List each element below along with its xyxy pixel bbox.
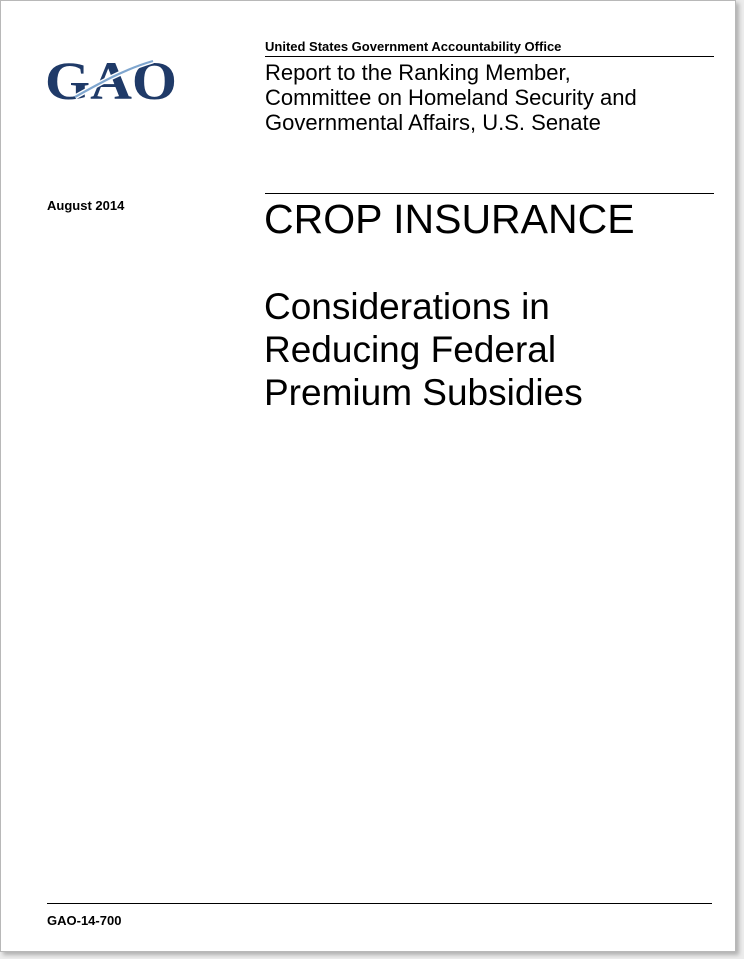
- agency-name: United States Government Accountability Office: [265, 39, 562, 54]
- footer-divider: [47, 903, 712, 904]
- report-number: GAO-14-700: [47, 913, 122, 928]
- report-title: CROP INSURANCE: [264, 196, 635, 242]
- gao-logo-text: GAO: [45, 53, 177, 107]
- subtitle-line: Reducing Federal: [264, 329, 557, 370]
- gao-logo: [45, 53, 179, 107]
- report-date: August 2014: [47, 198, 125, 213]
- recipient-line: Report to the Ranking Member,: [265, 60, 571, 85]
- title-divider: [265, 193, 714, 194]
- subtitle-line: Considerations in: [264, 286, 550, 327]
- report-subtitle: [264, 285, 583, 414]
- subtitle-line: Premium Subsidies: [264, 372, 583, 413]
- gao-logo-graphic: [45, 53, 179, 107]
- header-divider: [265, 56, 714, 57]
- recipient-line: Governmental Affairs, U.S. Senate: [265, 110, 601, 135]
- report-recipient: [265, 60, 637, 135]
- recipient-line: Committee on Homeland Security and: [265, 85, 637, 110]
